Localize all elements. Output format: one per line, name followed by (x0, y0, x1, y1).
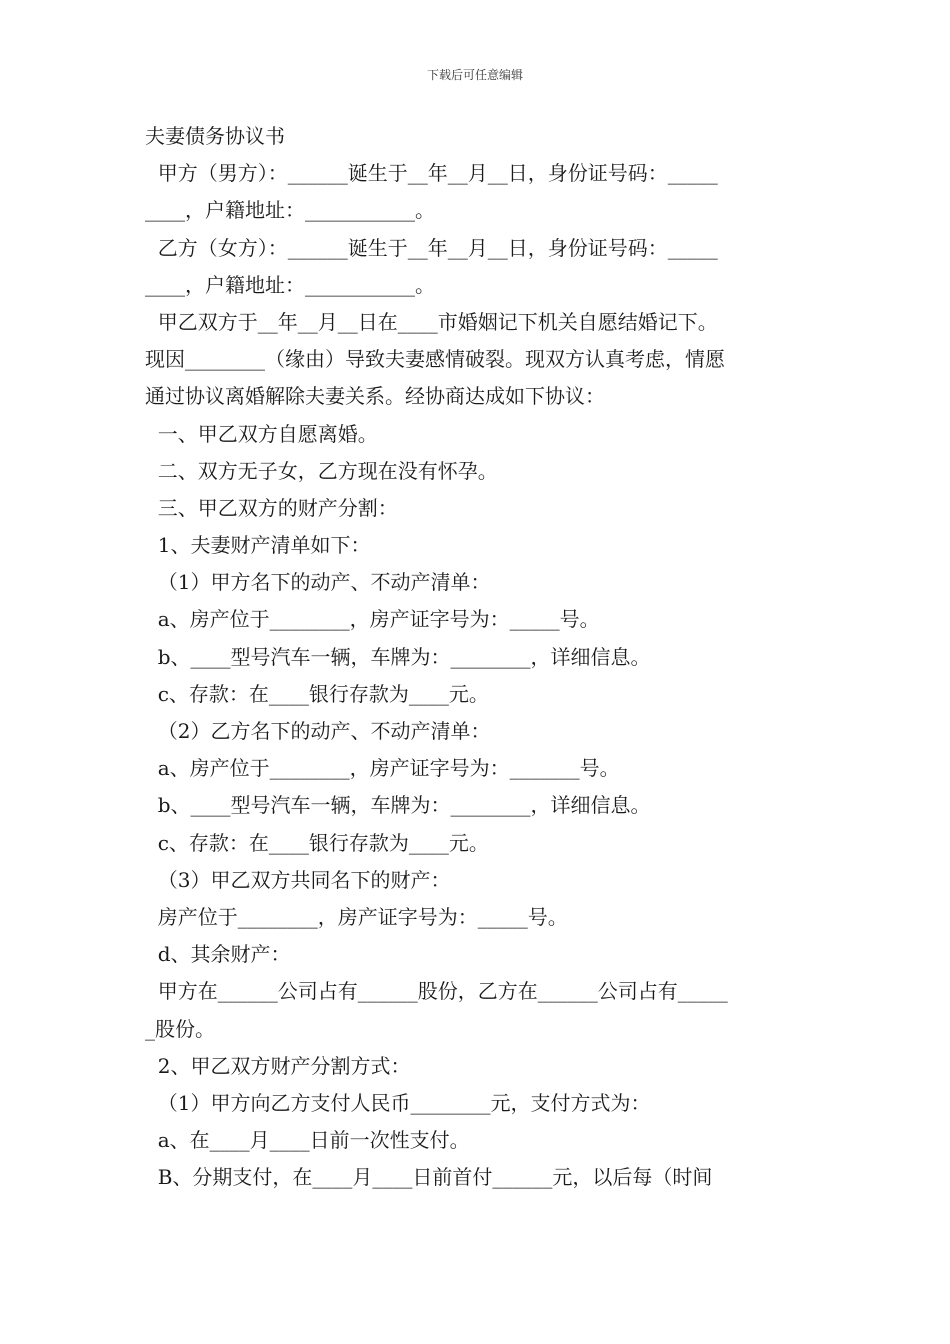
shares-line-1: 甲方在______公司占有______股份，乙方在______公司占有_____ (145, 979, 728, 1004)
party-a-info-line-2: ____，户籍地址：___________。 (145, 198, 435, 223)
party-a-car: b、____型号汽车一辆，车牌为：________，详细信息。 (145, 644, 651, 669)
page-header-note: 下载后可任意编辑 (426, 68, 523, 82)
shares-line-2: _股份。 (145, 1016, 215, 1041)
party-a-deposit: c、存款：在____银行存款为____元。 (145, 681, 489, 706)
party-b-info-line-2: ____，户籍地址：___________。 (145, 272, 435, 297)
lump-sum-payment: a、在____月____日前一次性支付。 (145, 1128, 470, 1153)
clause-1: 一、甲乙双方自愿离婚。 (145, 421, 378, 446)
party-b-property-heading: （2）乙方名下的动产、不动产清单： (145, 719, 491, 743)
party-b-deposit: c、存款：在____银行存款为____元。 (145, 830, 489, 855)
document-body (145, 118, 807, 1196)
party-a-property-heading: （1）甲方名下的动产、不动产清单： (145, 570, 491, 595)
party-b-house: a、房产位于________，房产证字号为：_______号。 (145, 756, 620, 781)
marriage-info-line-3: 通过协议离婚解除夫妻关系。经协商达成如下协议： (145, 384, 605, 409)
document-title: 夫妻债务协议书 (145, 124, 285, 148)
marriage-info-line-1: 甲乙双方于__年__月__日在____市婚姻记下机关自愿结婚记下。 (145, 309, 718, 334)
joint-property-heading: （3）甲乙双方共同名下的财产： (145, 867, 451, 892)
clause-2: 二、双方无子女，乙方现在没有怀孕。 (145, 458, 498, 483)
clause-3-heading: 三、甲乙双方的财产分割： (145, 495, 398, 520)
installment-payment: B、分期支付，在____月____日前首付______元，以后每（时间 (145, 1165, 713, 1190)
property-list-heading: 1、夫妻财产清单如下： (145, 533, 371, 558)
joint-house: 房产位于________，房产证字号为：_____号。 (145, 904, 568, 929)
division-method-heading: 2、甲乙双方财产分割方式： (145, 1053, 411, 1078)
party-a-info-line-1: 甲方（男方）：______诞生于__年__月__日，身份证号码：_____ (145, 161, 718, 186)
payment-amount: （1）甲方向乙方支付人民币________元，支付方式为： (145, 1090, 651, 1115)
marriage-info-line-2: 现因________（缘由）导致夫妻感情破裂。现双方认真考虑，情愿 (145, 347, 725, 372)
party-a-house: a、房产位于________，房产证字号为：_____号。 (145, 607, 600, 632)
party-b-car: b、____型号汽车一辆，车牌为：________，详细信息。 (145, 793, 651, 818)
party-b-info-line-1: 乙方（女方）：______诞生于__年__月__日，身份证号码：_____ (145, 235, 718, 260)
other-property-heading: d、其余财产： (145, 942, 291, 967)
